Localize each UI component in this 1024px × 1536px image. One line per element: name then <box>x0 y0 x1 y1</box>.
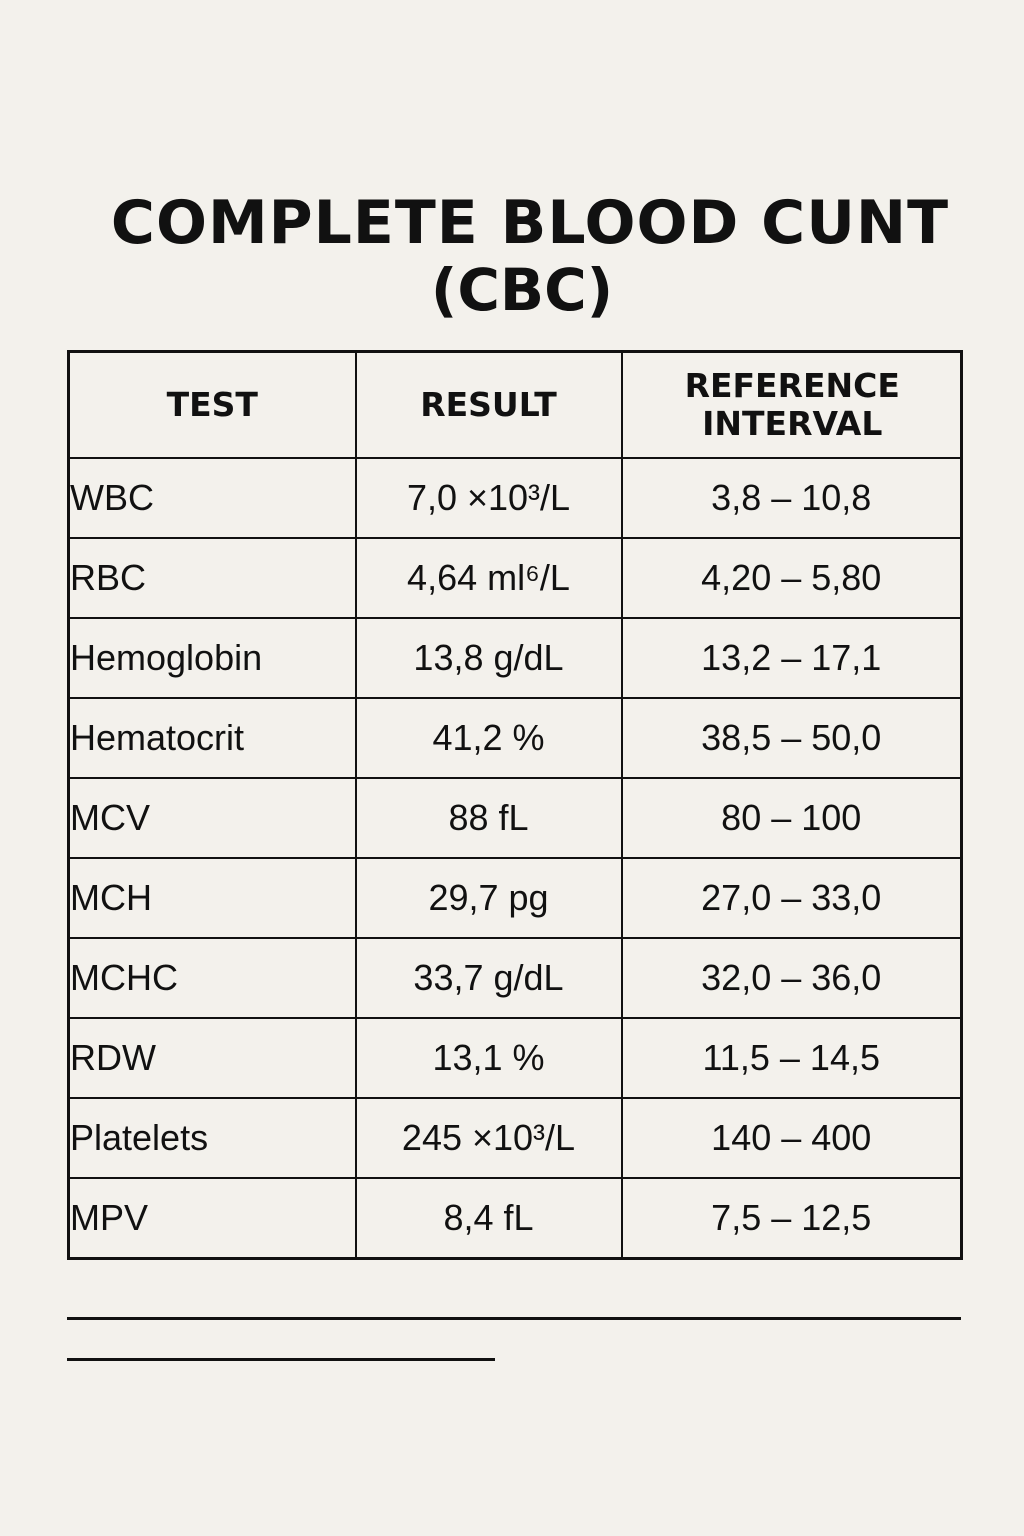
reference-interval: 27,0 – 33,0 <box>622 858 962 938</box>
table-row <box>69 698 962 778</box>
test-name: MCV <box>69 778 356 858</box>
test-name: Hemoglobin <box>69 618 356 698</box>
table-row <box>69 618 962 698</box>
table-row <box>69 778 962 858</box>
table-row <box>69 538 962 618</box>
test-result: 8,4 fL <box>356 1178 622 1259</box>
test-result: 4,64 ml⁶/L <box>356 538 622 618</box>
test-name: MCH <box>69 858 356 938</box>
test-result: 7,0 ×10³/L <box>356 458 622 538</box>
test-result: 88 fL <box>356 778 622 858</box>
date-line <box>67 1358 495 1361</box>
reference-interval: 11,5 – 14,5 <box>622 1018 962 1098</box>
test-name: WBC <box>69 458 356 538</box>
signature-line <box>67 1317 961 1320</box>
test-result: 245 ×10³/L <box>356 1098 622 1178</box>
test-name: MPV <box>69 1178 356 1259</box>
test-name: Hematocrit <box>69 698 356 778</box>
reference-interval: 3,8 – 10,8 <box>622 458 962 538</box>
test-result: 29,7 pg <box>356 858 622 938</box>
test-name: Platelets <box>69 1098 356 1178</box>
header-test: TEST <box>69 352 356 459</box>
test-result: 13,8 g/dL <box>356 618 622 698</box>
page-title: COMPLETE BLOOD CUNT <box>110 188 950 258</box>
test-result: 41,2 % <box>356 698 622 778</box>
test-result: 33,7 g/dL <box>356 938 622 1018</box>
header-result: RESULT <box>356 352 622 459</box>
header-reference-line2: INTERVAL <box>702 404 883 443</box>
test-name: RDW <box>69 1018 356 1098</box>
table-row <box>69 1018 962 1098</box>
reference-interval: 80 – 100 <box>622 778 962 858</box>
table-row <box>69 858 962 938</box>
reference-interval: 32,0 – 36,0 <box>622 938 962 1018</box>
table-row <box>69 458 962 538</box>
reference-interval: 4,20 – 5,80 <box>622 538 962 618</box>
test-name: MCHC <box>69 938 356 1018</box>
page-subtitle: (CBC) <box>430 256 614 324</box>
header-reference-interval <box>622 352 962 459</box>
cbc-results-table <box>67 350 963 1260</box>
reference-interval: 140 – 400 <box>622 1098 962 1178</box>
reference-interval: 13,2 – 17,1 <box>622 618 962 698</box>
test-result: 13,1 % <box>356 1018 622 1098</box>
reference-interval: 38,5 – 50,0 <box>622 698 962 778</box>
table-row <box>69 1178 962 1259</box>
header-reference-line1: REFERENCE <box>684 366 900 405</box>
reference-interval: 7,5 – 12,5 <box>622 1178 962 1259</box>
test-name: RBC <box>69 538 356 618</box>
table-row <box>69 938 962 1018</box>
table-header-row <box>69 352 962 459</box>
table-row <box>69 1098 962 1178</box>
